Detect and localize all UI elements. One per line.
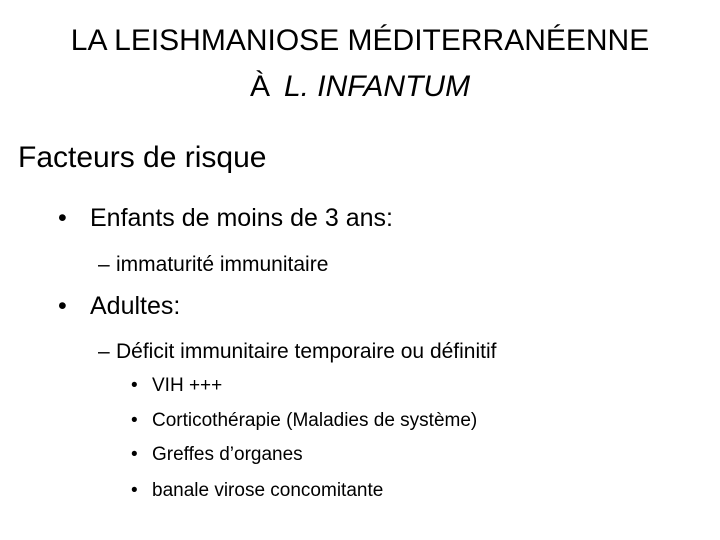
list-item-text: Greffes d’organes bbox=[152, 444, 303, 465]
section-heading: Facteurs de risque bbox=[18, 141, 267, 174]
slide-title-text: LA LEISHMANIOSE MÉDITERRANÉENNE bbox=[70, 24, 650, 57]
list-item-text: VIH +++ bbox=[152, 375, 223, 396]
slide-title-species: L. INFANTUM bbox=[283, 70, 471, 103]
slide-title-line-1 bbox=[0, 24, 720, 58]
bullet-marker: • bbox=[131, 375, 138, 396]
bullet-marker: • bbox=[131, 480, 138, 501]
bullet-marker: • bbox=[58, 204, 67, 232]
dash-marker: – bbox=[98, 253, 110, 276]
list-item-text: Corticothérapie (Maladies de système) bbox=[152, 410, 478, 431]
bullet-marker: • bbox=[131, 410, 138, 431]
bullet-text: Enfants de moins de 3 ans: bbox=[90, 204, 393, 232]
bullet-marker: • bbox=[131, 444, 138, 465]
sub-bullet-text: immaturité immunitaire bbox=[116, 253, 329, 276]
dash-marker: – bbox=[98, 340, 110, 363]
bullet-text: Adultes: bbox=[90, 292, 181, 320]
list-item-text: banale virose concomitante bbox=[152, 480, 384, 501]
bullet-marker: • bbox=[58, 292, 67, 320]
slide-title-line-2 bbox=[0, 70, 720, 104]
slide-title-prefix: À bbox=[249, 70, 270, 103]
sub-bullet-text: Déficit immunitaire temporaire ou définitif bbox=[116, 340, 497, 363]
